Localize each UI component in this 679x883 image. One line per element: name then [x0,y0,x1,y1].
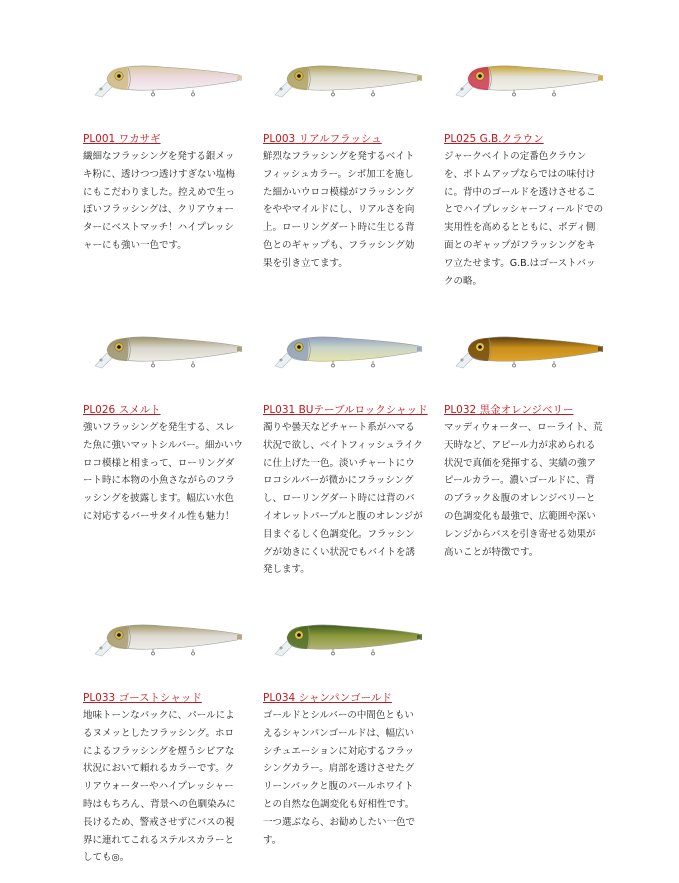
product-description: 繊細なフラッシングを発する銀メッキ粉に、透けつつ透けすぎない塩梅にもこだわりました。控えめで生っぽいフラッシングは、クリアウォーターにベストマッチ！ハイプレッシャーにも強い一色です。 [83,151,236,251]
product-code: PL034 [263,692,296,704]
lure-pupil [117,74,121,78]
lure-tail [237,634,242,640]
lure-tail [417,75,422,81]
lure-hook-ring [332,364,335,367]
lure-hook-ring [332,652,335,655]
lure-pupil [478,345,482,349]
lure-tail [237,75,242,81]
product-code: PL032 [444,404,477,416]
lure-pupil [117,633,121,637]
lure-pupil [297,345,301,349]
product-code: PL003 [263,133,296,145]
lure-hook-ring [372,652,375,655]
product-name: リアルフラッシュ [298,133,382,145]
product-name: ワカサギ [118,133,161,145]
lure-image [454,326,604,376]
lure-image [273,55,423,105]
lure-tail [598,346,603,352]
product-code: PL031 [263,404,296,416]
product-name: ゴーストシャッド [118,692,202,704]
product-name: シャンパンゴールド [298,692,392,704]
lure-hook-ring [553,93,556,96]
product-name: BUテーブルロックシャッド [298,404,428,416]
lure-hook-ring [372,93,375,96]
product-code: PL033 [83,692,116,704]
product-title-link[interactable] [263,132,382,146]
lure-image [93,326,243,376]
product-name: 黒金オレンジベリー [479,404,574,416]
product-title-link[interactable] [83,132,161,146]
lure-pupil [297,74,301,78]
lure-tail [598,75,603,81]
product-description: ジャークベイトの定番色クラウンを、ボトムアップならではの味付けに。背中のゴールドを透けさせることでハイプレッシャーフィールドでの実用性を高めるとともに、ボディ側面とのギャップがフラッシングをキワ立たせます。G.B.はゴーストバックの略。 [444,151,604,287]
product-title-link[interactable] [263,403,428,417]
product-description: 鮮烈なフラッシングを発するベイトフィッシュカラー。シボ加工を施した細かいウロコ模様がフラッシングをややマイルドにし、リアルさを向上。ローリングダート時に生じる背色とのギャップも、フラッシング効果を引き立てます。 [263,151,415,269]
lure-image [93,614,243,664]
product-name: スメルト [118,404,161,416]
lure-image [273,326,423,376]
lure-tail [237,346,242,352]
lure-pupil [297,633,301,637]
lure-image [454,55,604,105]
lure-hook-ring [513,93,516,96]
lure-hook-ring [152,364,155,367]
lure-hook-ring [372,364,375,367]
lure-hook-ring [152,652,155,655]
lure-hook-ring [513,364,516,367]
lure-hook-ring [192,364,195,367]
lure-tail [417,634,422,640]
product-code: PL026 [83,404,116,416]
product-description: 地味トーンなバックに、パールによるヌメッとしたフラッシング。ホロによるフラッシングを煙うシビアな状況において頼れるカラーです。クリアウォーターやハイプレッシャー時はもちろん、背景への色馴染みに長けるため、警戒させずにバスの視界に連れてこれるステルスカラーとしても◎。 [83,710,236,864]
lure-pupil [478,74,482,78]
product-title-link[interactable] [444,132,544,146]
lure-hook-ring [332,93,335,96]
lure-image [273,614,423,664]
product-name: G.B.クラウン [479,133,544,145]
lure-tail [417,346,422,352]
lure-hook-ring [553,364,556,367]
product-title-link[interactable] [263,691,392,705]
product-description: 濁りや曇天などチャート系がハマる状況で欲し、ベイトフィッシュライクに仕上げた一色。淡いチャートにウロコシルバーが微かにフラッシングし、ローリングダート時には背のバイオレットパープルと腹のオレンジが目まぐるしく色調変化。フラッシングが効きにくい状況でもバイトを誘発します。 [263,422,423,576]
lure-image [93,55,243,105]
product-title-link[interactable] [83,403,161,417]
product-code: PL025 [444,133,477,145]
product-description: 強いフラッシングを発生する、スレた魚に強いマットシルバー。細かいウロコ模様と相まって、ローリングダート時に本物の小魚さながらのフラッシングを披露します。幅広い水色に対応するバーサタイル性も魅力！ [83,422,243,522]
product-title-link[interactable] [83,691,202,705]
lure-hook-ring [152,93,155,96]
lure-pupil [117,345,121,349]
product-description: ゴールドとシルバーの中間色ともいえるシャンパンゴールドは、幅広いシチュエーションに対応するフラッシングカラー。肩部を透けさせたグリーンバックと腹のパールホワイトとの自然な色調変化も好相性です。一つ選ぶなら、お勧めしたい一色です。 [263,710,416,846]
product-title-link[interactable] [444,403,574,417]
product-code: PL001 [83,133,116,145]
lure-hook-ring [192,93,195,96]
product-description: マッディウォーター、ローライト、荒天時など、アピール力が求められる状況で真価を発揮する、実績の強アピールカラー。濃いゴールドに、背のブラック＆腹のオレンジベリーとの色調変化も最強で、広範囲や深いレンジからバスを引き寄せる効果が高いことが特徴です。 [444,422,603,558]
lure-hook-ring [192,652,195,655]
